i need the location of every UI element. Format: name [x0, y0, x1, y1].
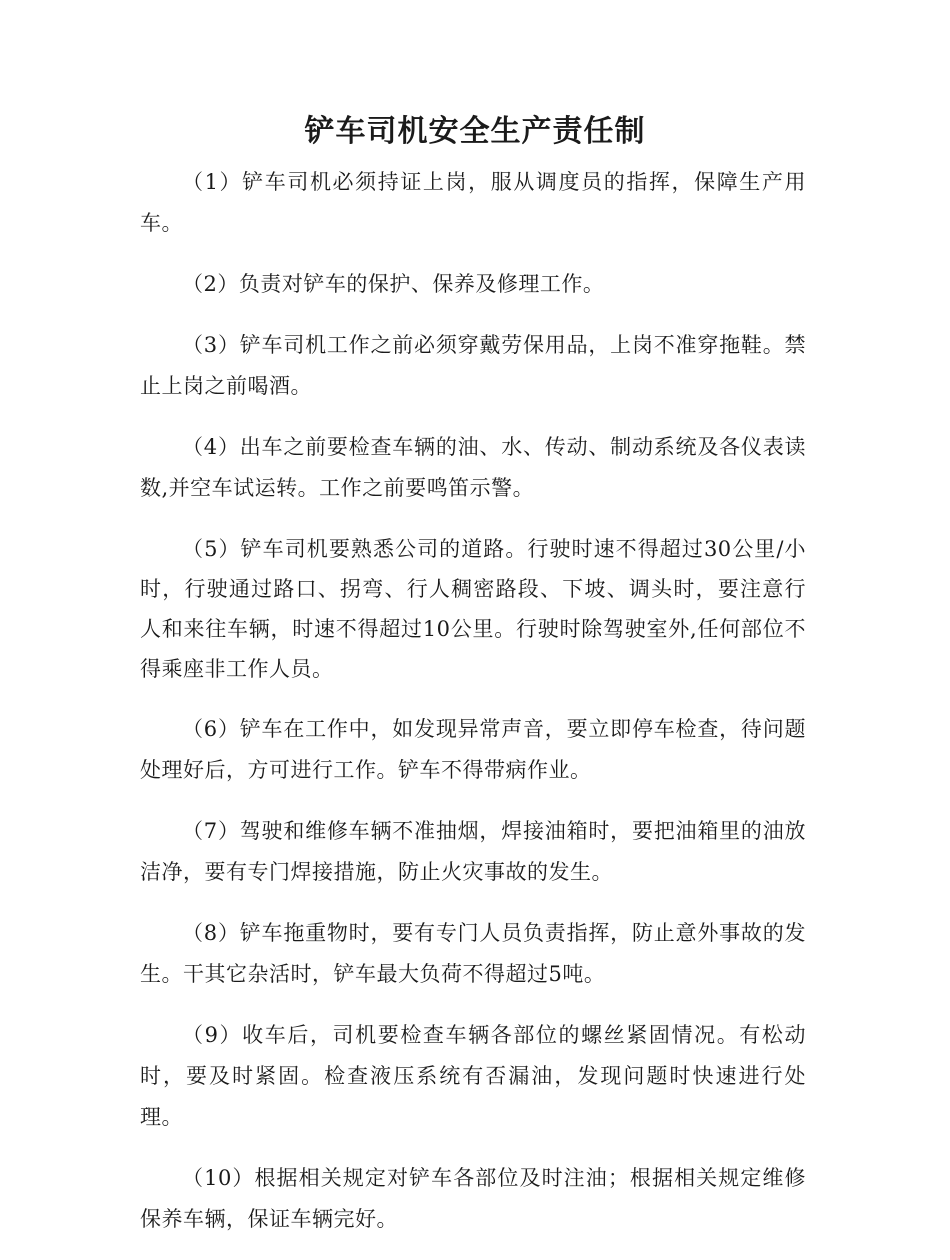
paragraph-4: （4）出车之前要检查车辆的油、水、传动、制动系统及各仪表读数,并空车试运转。工作之前要鸣笛示警。	[140, 435, 806, 500]
paragraph-10: （10）根据相关规定对铲车各部位及时注油；根据相关规定维修保养车辆，保证车辆完好。	[140, 1166, 806, 1231]
paragraph-1: （1）铲车司机必须持证上岗，服从调度员的指挥，保障生产用车。	[140, 170, 806, 235]
document-body	[140, 162, 806, 1260]
paragraph-5: （5）铲车司机要熟悉公司的道路。行驶时速不得超过30公里/小时，行驶通过路口、拐弯、行人稠密路段、下坡、调头时，要注意行人和来往车辆，时速不得超过10公里。行驶时除驾驶室外,任何部位不得乘座非工作人员。	[140, 537, 806, 681]
paragraph-9: （9）收车后，司机要检查车辆各部位的螺丝紧固情况。有松动时，要及时紧固。检查液压系统有否漏油，发现问题时快速进行处理。	[140, 1023, 806, 1129]
paragraph-8: （8）铲车拖重物时，要有专门人员负责指挥，防止意外事故的发生。干其它杂活时，铲车最大负荷不得超过5吨。	[140, 921, 806, 986]
document-title: 铲车司机安全生产责任制	[304, 114, 646, 149]
paragraph-2: （2）负责对铲车的保护、保养及修理工作。	[182, 272, 605, 296]
paragraph-3: （3）铲车司机工作之前必须穿戴劳保用品，上岗不准穿拖鞋。禁止上岗之前喝酒。	[140, 333, 806, 398]
paragraph-6: （6）铲车在工作中，如发现异常声音，要立即停车检查，待问题处理好后，方可进行工作。铲车不得带病作业。	[140, 717, 806, 782]
paragraph-7: （7）驾驶和维修车辆不准抽烟，焊接油箱时，要把油箱里的油放洁净，要有专门焊接措施，防止火灾事故的发生。	[140, 819, 806, 884]
